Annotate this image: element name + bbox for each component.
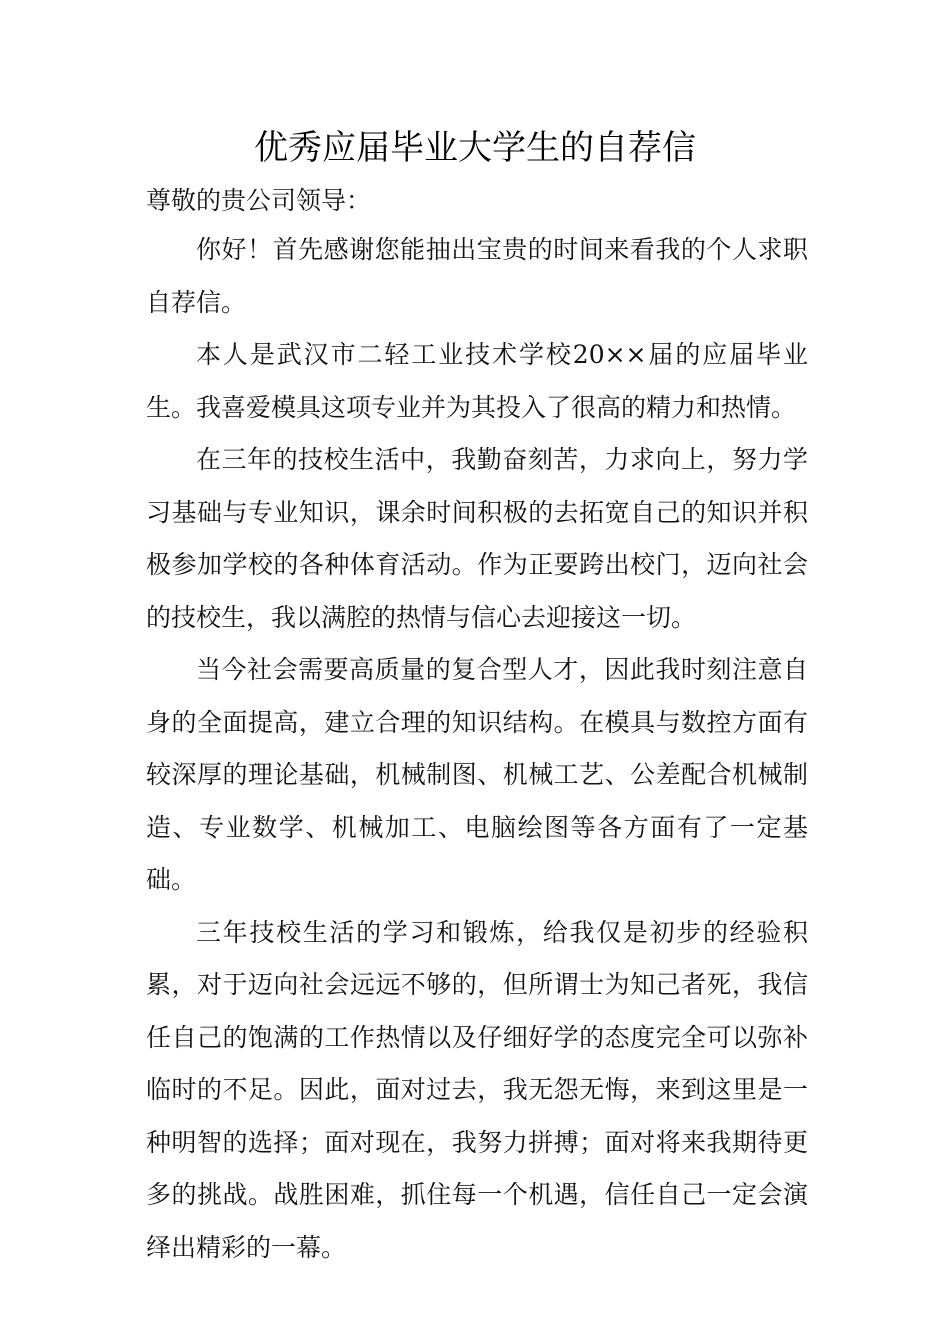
- salutation: 尊敬的贵公司领导：: [146, 186, 372, 215]
- paragraph-greeting: 你好！首先感谢您能抽出宝贵的时间来看我的个人求职自荐信。: [146, 235, 808, 317]
- paragraph-skills: 当今社会需要高质量的复合型人才，因此我时刻注意自身的全面提高，建立合理的知识结构。在模具与数控方面有较深厚的理论基础，机械制图、机械工艺、公差配合机械制造、专业数学、机械加工、电脑绘图等各方面有了一定基础。: [146, 655, 808, 894]
- paragraph-school-life: 在三年的技校生活中，我勤奋刻苦，力求向上，努力学习基础与专业知识，课余时间积极的去拓宽自己的知识并积极参加学校的各种体育活动。作为正要跨出校门，迈向社会的技校生，我以满腔的热情与信心去迎接这一切。: [146, 445, 808, 632]
- paragraph-closing: 三年技校生活的学习和锻炼，给我仅是初步的经验积累，对于迈向社会远远不够的，但所谓士为知己者死，我信任自己的饱满的工作热情以及仔细好学的态度完全可以弥补临时的不足。因此，面对过去，我无怨无悔，来到这里是一种明智的选择；面对现在，我努力拼搏；面对将来我期待更多的挑战。战胜困难，抓住每一个机遇，信任自己一定会演绎出精彩的一幕。: [146, 917, 808, 1262]
- paragraph-introduction: 本人是武汉市二轻工业技术学校20××届的应届毕业生。我喜爱模具这项专业并为其投入了很高的精力和热情。: [146, 340, 808, 422]
- document-title: 优秀应届毕业大学生的自荐信: [254, 128, 696, 168]
- letter-body: [146, 178, 808, 1274]
